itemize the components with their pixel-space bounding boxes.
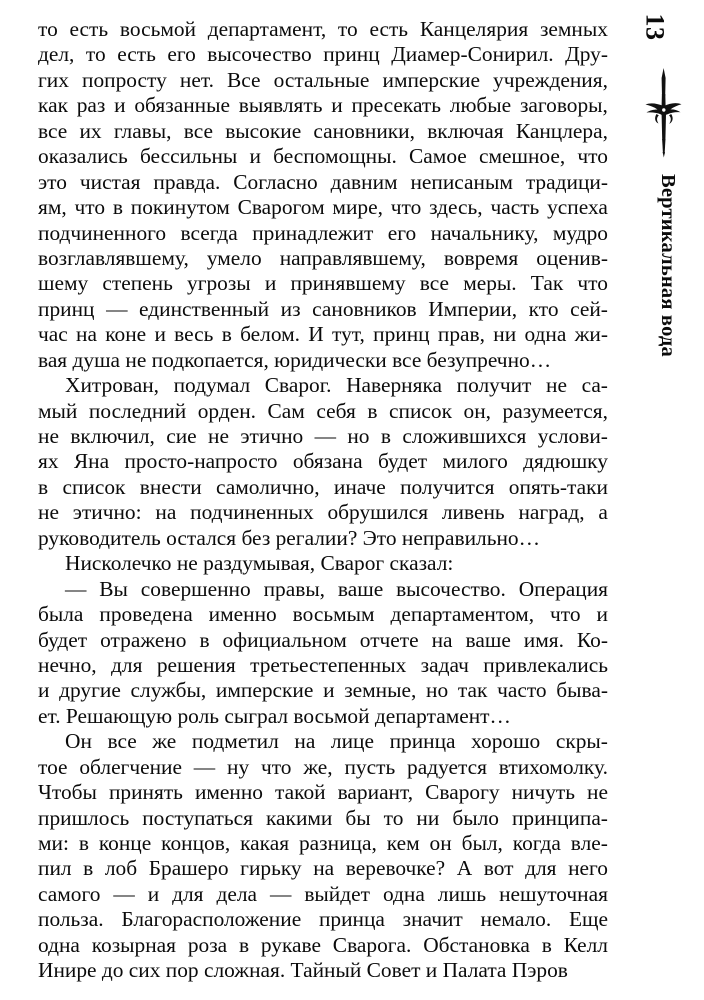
text-line: принц — единственный из сановников Империи, кто сей- xyxy=(38,296,608,321)
text-line: одна козырная роза в рукаве Сварога. Обстановка в Келл xyxy=(38,932,608,957)
text-line: пил в лоб Брашеро гирьку на веревочке? А вот для него xyxy=(38,856,608,881)
text-line: Хитрован, подумал Сварог. Наверняка получит не са- xyxy=(65,373,608,398)
text-line: руководитель остался без регалии? Это неправильно… xyxy=(38,525,540,550)
text-line: нечно, для решения третьестепенных задач привлекались xyxy=(38,652,608,677)
text-line: ет. Решающую роль сыграл восьмой департамент… xyxy=(38,703,511,728)
paragraph xyxy=(38,729,608,983)
paragraph xyxy=(38,17,608,373)
text-line: — Вы совершенно правы, ваше высочество. Операция xyxy=(65,576,608,601)
running-head xyxy=(620,168,704,468)
text-line: Он все же подметил на лице принца хорошо скры- xyxy=(65,729,608,754)
text-line: шему степень угрозы и принявшему все меры. Так что xyxy=(38,271,608,296)
text-line: ям, что в покинутом Сварогом мире, что здесь, часть успеха xyxy=(38,195,608,220)
text-line: в список внести самолично, иначе получится опять-таки xyxy=(38,474,608,499)
text-line: Нисколечко не раздумывая, Сварог сказал: xyxy=(65,551,454,576)
text-line: вая душа не подкопается, юридически все безупречно… xyxy=(38,347,552,372)
text-line: ми: в конце концов, какая разница, кем он был, когда вле- xyxy=(38,831,608,855)
text-line: тое облегчение — ну что же, пусть радуется втихомолку. xyxy=(38,754,608,779)
text-line: дел, то есть его высочество принц Диамер-Сонирил. Дру- xyxy=(38,42,608,67)
text-line: все их главы, все высокие сановники, включая Канцлера, xyxy=(38,118,608,143)
text-line: мый последний орден. Сам себя в список он, разумеется, xyxy=(38,398,608,423)
text-line: как раз и обязанные выявлять и пресекать любые заговоры, xyxy=(38,93,608,118)
text-line: то есть восьмой департамент, то есть Канцелярия земных xyxy=(38,17,608,41)
paragraph xyxy=(38,373,608,551)
text-line: ях Яна просто-напросто обязана будет милого дядюшку xyxy=(38,449,608,474)
paragraph xyxy=(38,551,608,576)
text-line: не включил, сие не этично — но в сложившихся услови- xyxy=(38,424,608,448)
text-line: это чистая правда. Согласно давним неписаным традици- xyxy=(38,169,608,194)
running-head-title: Вертикальная вода xyxy=(657,174,679,357)
text-line: польза. Благорасположение принца значит немало. Еще xyxy=(38,907,608,932)
paragraph xyxy=(38,577,608,730)
text-line: Инире до сих пор сложная. Тайный Совет и Палата Пэров xyxy=(38,958,568,983)
text-line: оказались бессильны и беспомощны. Самое смешное, что xyxy=(38,144,608,169)
text-line: будет отражено в официальном отчете на ваше имя. Ко- xyxy=(38,627,608,652)
text-line: подчиненного всегда принадлежит его начальнику, мудро xyxy=(38,220,608,245)
text-column xyxy=(38,17,608,984)
page-margin-column xyxy=(620,0,704,1000)
page-number xyxy=(620,6,704,64)
text-line: самого — и для дела — выйдет одна лишь нешуточная xyxy=(38,881,608,906)
sword-ornament-icon xyxy=(642,66,686,158)
text-line: гих попросту нет. Все остальные имперские учреждения, xyxy=(38,67,608,92)
text-line: возглавлявшему, умело направлявшему, вовремя оценив- xyxy=(38,245,608,270)
text-line: Чтобы принять именно такой вариант, Сварогу ничуть не xyxy=(38,780,608,805)
text-line: и другие службы, имперские и земные, но так часто быва- xyxy=(38,678,608,703)
text-line: была проведена именно восьмым департаментом, что и xyxy=(38,602,608,627)
text-line: не этично: на подчиненных обрушился ливень наград, а xyxy=(38,500,608,525)
page-number-value: 13 xyxy=(640,13,669,41)
text-line: час на коне и весь в белом. И тут, принц прав, ни одна жи- xyxy=(38,322,608,347)
text-line: пришлось поступаться какими бы то ни было принципа- xyxy=(38,805,608,830)
